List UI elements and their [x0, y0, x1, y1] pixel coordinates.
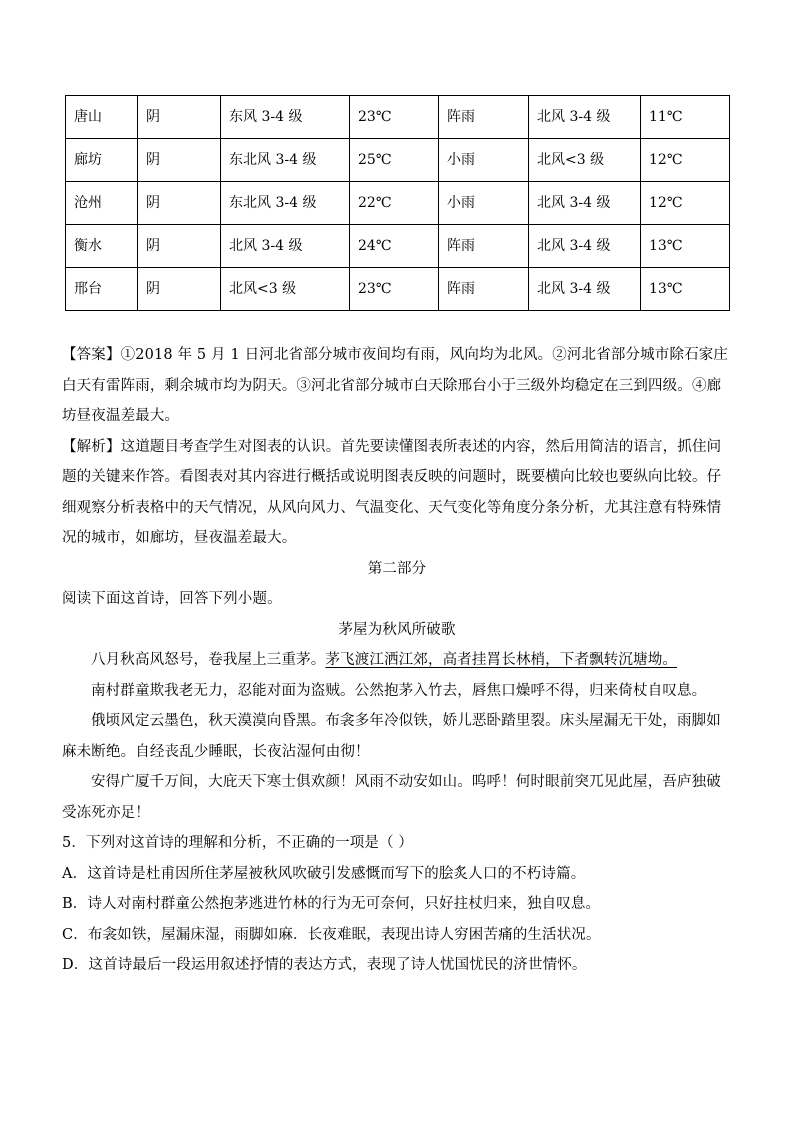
day-temp-cell: 23℃ [350, 268, 439, 311]
table-row [66, 225, 730, 268]
poem-stanza-1-underlined: 茅飞渡江洒江郊，高者挂罥长林梢，下者飘转沉塘坳。 [325, 652, 678, 668]
poem-title: 茅屋为秋风所破歌 [338, 621, 456, 638]
day-temp-cell: 25℃ [350, 139, 439, 182]
city-cell: 邢台 [66, 268, 138, 311]
weather-table [65, 95, 730, 311]
table-row [66, 96, 730, 139]
night-weather-cell: 阵雨 [439, 225, 529, 268]
night-wind-cell: 北风 3-4 级 [529, 268, 641, 311]
day-weather-cell: 阴 [138, 96, 221, 139]
night-wind-cell: 北风 3-4 级 [529, 182, 641, 225]
poem-stanza-2: 南村群童欺我老无力，忍能对面为盗贼。公然抱茅入竹去，唇焦口燥呼不得，归来倚杖自叹息。 [91, 682, 707, 699]
content-body [62, 340, 732, 981]
night-temp-cell: 13℃ [641, 225, 730, 268]
day-weather-cell: 阴 [138, 225, 221, 268]
option-c: C．布衾如铁，屋漏床湿，雨脚如麻．长夜难眠，表现出诗人穷困苦痛的生活状况。 [62, 926, 601, 943]
poem-stanza-3: 俄顷风定云墨色，秋天漠漠向昏黑。布衾多年冷似铁，娇儿恶卧踏里裂。床头屋漏无干处，雨脚如麻未断绝。自经丧乱少睡眠，长夜沾湿何由彻！ [62, 713, 721, 760]
day-temp-cell: 24℃ [350, 225, 439, 268]
question-stem: 5．下列对这首诗的理解和分析，不正确的一项是（ ） [62, 835, 414, 851]
day-weather-cell: 阴 [138, 139, 221, 182]
section-title: 第二部分 [367, 560, 427, 577]
option-b: B．诗人对南村群童公然抱茅逃进竹林的行为无可奈何，只好拄杖归来，独自叹息。 [62, 896, 601, 912]
option-d: D．这首诗最后一段运用叙述抒情的表达方式，表现了诗人忧国忧民的济世情怀。 [62, 957, 587, 973]
answer-paragraph: 【答案】①2018 年 5 月 1 日河北省部分城市夜间均有雨，风向均为北风。②河北省部分城市除石家庄白天有雷阵雨，剩余城市均为阴天。③河北省部分城市白天除邢台小于三级外均稳定在三到四级。④廊坊昼夜温差最大。 [62, 347, 729, 424]
city-cell: 衡水 [66, 225, 138, 268]
table-row [66, 268, 730, 311]
night-wind-cell: 北风<3 级 [529, 139, 641, 182]
day-wind-cell: 东风 3-4 级 [221, 96, 350, 139]
day-weather-cell: 阴 [138, 182, 221, 225]
night-weather-cell: 阵雨 [439, 268, 529, 311]
night-temp-cell: 12℃ [641, 139, 730, 182]
night-weather-cell: 小雨 [439, 139, 529, 182]
table-row [66, 182, 730, 225]
city-cell: 廊坊 [66, 139, 138, 182]
poem-stanza-4: 安得广厦千万间，大庇天下寒士俱欢颜！风雨不动安如山。呜呼！何时眼前突兀见此屋，吾庐独破受冻死亦足！ [62, 774, 721, 821]
table-row [66, 139, 730, 182]
day-wind-cell: 东北风 3-4 级 [221, 139, 350, 182]
day-wind-cell: 东北风 3-4 级 [221, 182, 350, 225]
night-temp-cell: 13℃ [641, 268, 730, 311]
night-wind-cell: 北风 3-4 级 [529, 96, 641, 139]
day-wind-cell: 北风<3 级 [221, 268, 350, 311]
reading-instruction: 阅读下面这首诗，回答下列小题。 [62, 591, 282, 607]
night-weather-cell: 小雨 [439, 182, 529, 225]
night-temp-cell: 11℃ [641, 96, 730, 139]
city-cell: 唐山 [66, 96, 138, 139]
analysis-paragraph: 【解析】这道题目考查学生对图表的认识。首先要读懂图表所表述的内容，然后用简洁的语言，抓住问题的关键来作答。看图表对其内容进行概括或说明图表反映的问题时，既要横向比较也要纵向比较。仔细观察分析表格中的天气情况，从风向风力、气温变化、天气变化等角度分条分析，尤其注意有特殊情况的城市，如廊坊，昼夜温差最大。 [62, 438, 722, 546]
day-weather-cell: 阴 [138, 268, 221, 311]
night-temp-cell: 12℃ [641, 182, 730, 225]
day-wind-cell: 北风 3-4 级 [221, 225, 350, 268]
poem-stanza-1 [62, 645, 732, 676]
city-cell: 沧州 [66, 182, 138, 225]
night-wind-cell: 北风 3-4 级 [529, 225, 641, 268]
poem-stanza-1-plain: 八月秋高风怒号，卷我屋上三重茅。 [91, 652, 326, 668]
night-weather-cell: 阵雨 [439, 96, 529, 139]
day-temp-cell: 22℃ [350, 182, 439, 225]
day-temp-cell: 23℃ [350, 96, 439, 139]
option-a: A．这首诗是杜甫因所住茅屋被秋风吹破引发感慨而写下的脍炙人口的不朽诗篇。 [62, 865, 586, 882]
